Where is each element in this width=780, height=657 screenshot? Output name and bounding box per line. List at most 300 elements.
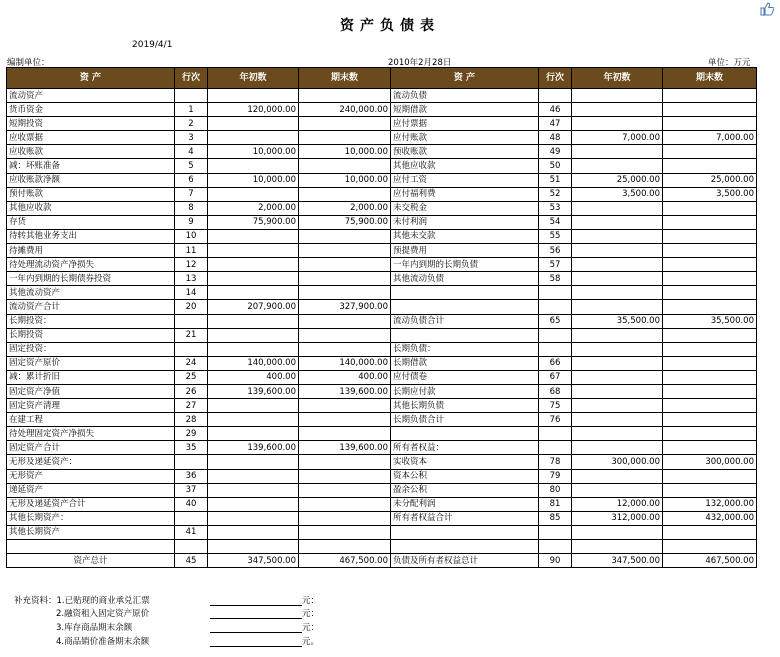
begin-value-cell: 25,000.00 <box>572 173 663 187</box>
row-number-cell <box>175 455 208 469</box>
begin-value-cell: 10,000.00 <box>208 145 299 159</box>
table-row <box>7 356 757 370</box>
liability-name-cell: 长期借款 <box>391 356 539 370</box>
liability-name-cell <box>391 540 539 554</box>
end-value-cell: 35,500.00 <box>663 314 757 328</box>
col-asset: 资 产 <box>7 68 175 89</box>
table-row <box>7 145 757 159</box>
begin-value-cell: 300,000.00 <box>572 455 663 469</box>
row-number-cell: 40 <box>175 497 208 511</box>
asset-name-cell: 长期投资 <box>7 328 175 342</box>
col-row-no: 行次 <box>175 68 208 89</box>
asset-name-cell: 资产总计 <box>7 554 175 568</box>
end-value-cell <box>299 525 391 539</box>
liability-name-cell: 未付利润 <box>391 215 539 229</box>
thumbs-up-icon[interactable] <box>760 2 774 16</box>
row-number-cell: 20 <box>175 300 208 314</box>
liability-name-cell: 其他未交款 <box>391 229 539 243</box>
table-row <box>7 525 757 539</box>
row-number-cell: 90 <box>539 554 572 568</box>
liability-name-cell: 应付账款 <box>391 131 539 145</box>
row-number-cell: 49 <box>539 145 572 159</box>
table-row <box>7 399 757 413</box>
liability-name-cell: 其他应收款 <box>391 159 539 173</box>
asset-name-cell: 固定资产合计 <box>7 441 175 455</box>
supplement-field-4 <box>210 635 319 647</box>
table-row <box>7 229 757 243</box>
row-number-cell: 1 <box>175 103 208 117</box>
row-number-cell: 54 <box>539 215 572 229</box>
begin-value-cell: 75,900.00 <box>208 215 299 229</box>
begin-value-cell <box>572 145 663 159</box>
end-value-cell <box>663 258 757 272</box>
liability-name-cell: 长期负债： <box>391 342 539 356</box>
liability-name-cell: 长期负债合计 <box>391 413 539 427</box>
begin-value-cell: 140,000.00 <box>208 356 299 370</box>
begin-value-cell <box>208 258 299 272</box>
liability-name-cell: 实收资本 <box>391 455 539 469</box>
asset-name-cell: 待转其他业务支出 <box>7 229 175 243</box>
end-value-cell <box>663 342 757 356</box>
begin-value-cell <box>572 300 663 314</box>
end-value-cell <box>663 483 757 497</box>
row-number-cell <box>175 342 208 356</box>
asset-name-cell: 固定资产原价 <box>7 356 175 370</box>
row-number-cell: 50 <box>539 159 572 173</box>
row-number-cell: 37 <box>175 483 208 497</box>
supplement-field-2 <box>210 607 319 619</box>
table-row <box>7 413 757 427</box>
end-value-cell <box>299 314 391 328</box>
asset-name-cell: 待处理固定资产净损失 <box>7 427 175 441</box>
report-date: 2010年2月28日 <box>388 58 452 68</box>
liability-name-cell <box>391 328 539 342</box>
end-value-cell <box>663 215 757 229</box>
end-value-cell <box>663 441 757 455</box>
asset-name-cell: 其他长期资产： <box>7 511 175 525</box>
asset-name-cell: 固定资产净值 <box>7 384 175 398</box>
end-value-cell <box>299 187 391 201</box>
page-title: 资产负债表 <box>340 18 440 34</box>
begin-value-cell <box>572 342 663 356</box>
begin-value-cell: 400.00 <box>208 370 299 384</box>
row-number-cell: 81 <box>539 497 572 511</box>
end-value-cell <box>663 399 757 413</box>
asset-name-cell: 其他应收款 <box>7 201 175 215</box>
liability-name-cell: 一年内到期的长期负债 <box>391 258 539 272</box>
col-begin: 年初数 <box>208 68 299 89</box>
supplement-suffix: 元： <box>302 623 320 633</box>
row-number-cell: 68 <box>539 384 572 398</box>
end-value-cell <box>663 244 757 258</box>
end-value-cell <box>663 328 757 342</box>
begin-value-cell: 347,500.00 <box>572 554 663 568</box>
end-value-cell: 400.00 <box>299 370 391 384</box>
end-value-cell: 2,000.00 <box>299 201 391 215</box>
print-date: 2019/4/1 <box>132 40 173 50</box>
begin-value-cell: 10,000.00 <box>208 173 299 187</box>
supplement-text: 2.融资租入固定资产原价 <box>56 609 150 619</box>
asset-name-cell: 在建工程 <box>7 413 175 427</box>
begin-value-cell: 347,500.00 <box>208 554 299 568</box>
asset-name-cell: 其他流动资产 <box>7 286 175 300</box>
end-value-cell <box>299 399 391 413</box>
col-row-no-2: 行次 <box>539 68 572 89</box>
row-number-cell: 76 <box>539 413 572 427</box>
end-value-cell <box>663 145 757 159</box>
begin-value-cell <box>208 159 299 173</box>
row-number-cell: 57 <box>539 258 572 272</box>
begin-value-cell <box>572 384 663 398</box>
row-number-cell: 41 <box>175 525 208 539</box>
asset-name-cell: 应收账款 <box>7 145 175 159</box>
table-row <box>7 131 757 145</box>
row-number-cell: 35 <box>175 441 208 455</box>
begin-value-cell <box>208 89 299 103</box>
end-value-cell <box>663 427 757 441</box>
liability-name-cell: 预收账款 <box>391 145 539 159</box>
row-number-cell <box>539 342 572 356</box>
asset-name-cell: 待摊费用 <box>7 244 175 258</box>
begin-value-cell <box>572 427 663 441</box>
end-value-cell <box>299 483 391 497</box>
table-row <box>7 187 757 201</box>
row-number-cell: 25 <box>175 370 208 384</box>
begin-value-cell <box>572 229 663 243</box>
table-row <box>7 497 757 511</box>
row-number-cell: 80 <box>539 483 572 497</box>
liability-name-cell: 负债及所有者权益总计 <box>391 554 539 568</box>
table-row <box>7 511 757 525</box>
liability-name-cell: 未分配利润 <box>391 497 539 511</box>
begin-value-cell: 120,000.00 <box>208 103 299 117</box>
begin-value-cell <box>208 497 299 511</box>
end-value-cell <box>299 455 391 469</box>
end-value-cell: 132,000.00 <box>663 497 757 511</box>
begin-value-cell <box>572 215 663 229</box>
supplement-text: 补充资料：1.已贴现的商业承兑汇票 <box>14 596 150 606</box>
begin-value-cell <box>208 187 299 201</box>
row-number-cell: 9 <box>175 215 208 229</box>
asset-name-cell: 无形及递延资产合计 <box>7 497 175 511</box>
row-number-cell: 46 <box>539 103 572 117</box>
begin-value-cell <box>572 441 663 455</box>
row-number-cell: 24 <box>175 356 208 370</box>
begin-value-cell <box>572 483 663 497</box>
end-value-cell: 240,000.00 <box>299 103 391 117</box>
begin-value-cell: 2,000.00 <box>208 201 299 215</box>
begin-value-cell <box>208 244 299 258</box>
row-number-cell: 7 <box>175 187 208 201</box>
col-begin-2: 年初数 <box>572 68 663 89</box>
begin-value-cell <box>572 356 663 370</box>
table-row <box>7 469 757 483</box>
end-value-cell <box>663 469 757 483</box>
end-value-cell <box>299 286 391 300</box>
table-row <box>7 258 757 272</box>
row-number-cell: 29 <box>175 427 208 441</box>
liability-name-cell: 所有者权益： <box>391 441 539 455</box>
begin-value-cell <box>208 455 299 469</box>
row-number-cell <box>539 427 572 441</box>
row-number-cell <box>539 540 572 554</box>
end-value-cell <box>299 89 391 103</box>
table-row <box>7 328 757 342</box>
table-row <box>7 554 757 568</box>
end-value-cell <box>663 413 757 427</box>
end-value-cell: 75,900.00 <box>299 215 391 229</box>
begin-value-cell <box>572 159 663 173</box>
end-value-cell <box>299 427 391 441</box>
begin-value-cell <box>572 117 663 131</box>
supplement-text: 3.库存商品期末余额 <box>56 623 133 633</box>
table-row <box>7 244 757 258</box>
liability-name-cell: 流动负债合计 <box>391 314 539 328</box>
liability-name-cell: 未交税金 <box>391 201 539 215</box>
begin-value-cell: 7,000.00 <box>572 131 663 145</box>
begin-value-cell <box>208 229 299 243</box>
end-value-cell: 140,000.00 <box>299 356 391 370</box>
begin-value-cell <box>572 469 663 483</box>
liability-name-cell: 其他长期负债 <box>391 399 539 413</box>
row-number-cell: 5 <box>175 159 208 173</box>
table-row <box>7 427 757 441</box>
asset-name-cell: 流动资产合计 <box>7 300 175 314</box>
asset-name-cell: 应收账款净额 <box>7 173 175 187</box>
liability-name-cell: 应付票据 <box>391 117 539 131</box>
end-value-cell <box>663 525 757 539</box>
row-number-cell: 52 <box>539 187 572 201</box>
begin-value-cell <box>572 370 663 384</box>
end-value-cell <box>299 328 391 342</box>
end-value-cell <box>663 356 757 370</box>
supplement-field-3 <box>210 621 319 633</box>
liability-name-cell <box>391 300 539 314</box>
end-value-cell: 327,900.00 <box>299 300 391 314</box>
asset-name-cell: 预付账款 <box>7 187 175 201</box>
supplement-field-1 <box>210 594 319 606</box>
end-value-cell <box>299 229 391 243</box>
end-value-cell <box>663 540 757 554</box>
asset-name-cell <box>7 540 175 554</box>
row-number-cell: 58 <box>539 272 572 286</box>
row-number-cell: 65 <box>539 314 572 328</box>
asset-name-cell: 存货 <box>7 215 175 229</box>
begin-value-cell <box>208 483 299 497</box>
col-end-2: 期末数 <box>663 68 757 89</box>
end-value-cell: 139,600.00 <box>299 441 391 455</box>
liability-name-cell: 盈余公积 <box>391 483 539 497</box>
end-value-cell <box>299 272 391 286</box>
begin-value-cell <box>208 314 299 328</box>
table-row <box>7 370 757 384</box>
end-value-cell <box>299 540 391 554</box>
table-row <box>7 455 757 469</box>
begin-value-cell <box>572 244 663 258</box>
col-liability: 资 产 <box>391 68 539 89</box>
row-number-cell <box>539 328 572 342</box>
row-number-cell: 28 <box>175 413 208 427</box>
row-number-cell: 48 <box>539 131 572 145</box>
row-number-cell: 51 <box>539 173 572 187</box>
end-value-cell: 10,000.00 <box>299 145 391 159</box>
begin-value-cell <box>208 540 299 554</box>
asset-name-cell: 减：坏账准备 <box>7 159 175 173</box>
row-number-cell: 14 <box>175 286 208 300</box>
row-number-cell: 47 <box>539 117 572 131</box>
supplement-suffix: 元： <box>302 609 320 619</box>
asset-name-cell: 递延资产 <box>7 483 175 497</box>
end-value-cell <box>299 469 391 483</box>
end-value-cell <box>663 89 757 103</box>
end-value-cell <box>663 272 757 286</box>
asset-name-cell: 无形资产 <box>7 469 175 483</box>
begin-value-cell <box>208 342 299 356</box>
asset-name-cell: 待处理流动资产净损失 <box>7 258 175 272</box>
begin-value-cell <box>208 272 299 286</box>
supplement-line-2 <box>56 607 149 619</box>
liability-name-cell: 所有者权益合计 <box>391 511 539 525</box>
row-number-cell: 56 <box>539 244 572 258</box>
end-value-cell <box>663 159 757 173</box>
begin-value-cell <box>572 525 663 539</box>
table-row <box>7 286 757 300</box>
begin-value-cell: 139,600.00 <box>208 384 299 398</box>
begin-value-cell <box>208 286 299 300</box>
row-number-cell: 85 <box>539 511 572 525</box>
begin-value-cell: 35,500.00 <box>572 314 663 328</box>
row-number-cell: 10 <box>175 229 208 243</box>
end-value-cell <box>663 229 757 243</box>
row-number-cell: 27 <box>175 399 208 413</box>
begin-value-cell <box>572 89 663 103</box>
end-value-cell <box>299 342 391 356</box>
supplement-line-3 <box>56 621 132 633</box>
begin-value-cell <box>208 399 299 413</box>
end-value-cell <box>663 286 757 300</box>
asset-name-cell: 一年内到期的长期债券投资 <box>7 272 175 286</box>
asset-name-cell: 短期投资 <box>7 117 175 131</box>
liability-name-cell <box>391 525 539 539</box>
row-number-cell: 4 <box>175 145 208 159</box>
end-value-cell: 467,500.00 <box>663 554 757 568</box>
asset-name-cell: 无形及递延资产： <box>7 455 175 469</box>
row-number-cell <box>539 525 572 539</box>
table-row <box>7 159 757 173</box>
asset-name-cell: 应收票据 <box>7 131 175 145</box>
row-number-cell <box>175 511 208 525</box>
row-number-cell: 75 <box>539 399 572 413</box>
row-number-cell: 6 <box>175 173 208 187</box>
row-number-cell <box>175 540 208 554</box>
begin-value-cell: 3,500.00 <box>572 187 663 201</box>
begin-value-cell <box>208 469 299 483</box>
begin-value-cell <box>208 511 299 525</box>
liability-name-cell <box>391 286 539 300</box>
liability-name-cell: 应付工资 <box>391 173 539 187</box>
row-number-cell: 26 <box>175 384 208 398</box>
end-value-cell <box>663 103 757 117</box>
table-row <box>7 201 757 215</box>
liability-name-cell: 预提费用 <box>391 244 539 258</box>
liability-name-cell: 长期应付款 <box>391 384 539 398</box>
table-row <box>7 103 757 117</box>
liability-name-cell: 资本公积 <box>391 469 539 483</box>
end-value-cell <box>299 413 391 427</box>
end-value-cell: 10,000.00 <box>299 173 391 187</box>
row-number-cell: 53 <box>539 201 572 215</box>
asset-name-cell: 货币资金 <box>7 103 175 117</box>
supplement-line-4 <box>56 635 149 647</box>
end-value-cell <box>299 511 391 525</box>
begin-value-cell <box>572 258 663 272</box>
end-value-cell: 467,500.00 <box>299 554 391 568</box>
table-row <box>7 384 757 398</box>
row-number-cell: 79 <box>539 469 572 483</box>
end-value-cell <box>299 159 391 173</box>
end-value-cell <box>663 300 757 314</box>
asset-name-cell: 减：累计折旧 <box>7 370 175 384</box>
end-value-cell: 300,000.00 <box>663 455 757 469</box>
col-end: 期末数 <box>299 68 391 89</box>
table-row <box>7 540 757 554</box>
row-number-cell: 55 <box>539 229 572 243</box>
asset-name-cell: 其他长期资产 <box>7 525 175 539</box>
supplement-line-1 <box>14 594 150 606</box>
table-row <box>7 173 757 187</box>
supplement-text: 4.商品销价准备期末余额 <box>56 637 150 647</box>
table-row <box>7 483 757 497</box>
begin-value-cell <box>208 413 299 427</box>
begin-value-cell <box>572 328 663 342</box>
supplement-suffix: 元： <box>302 596 320 606</box>
begin-value-cell <box>572 286 663 300</box>
begin-value-cell <box>208 328 299 342</box>
row-number-cell: 66 <box>539 356 572 370</box>
begin-value-cell <box>572 540 663 554</box>
end-value-cell: 432,000.00 <box>663 511 757 525</box>
row-number-cell: 36 <box>175 469 208 483</box>
begin-value-cell: 12,000.00 <box>572 497 663 511</box>
liability-name-cell: 流动负债 <box>391 89 539 103</box>
begin-value-cell <box>208 131 299 145</box>
asset-name-cell: 固定资产清理 <box>7 399 175 413</box>
begin-value-cell <box>208 117 299 131</box>
begin-value-cell <box>208 427 299 441</box>
row-number-cell: 11 <box>175 244 208 258</box>
row-number-cell: 12 <box>175 258 208 272</box>
row-number-cell: 13 <box>175 272 208 286</box>
end-value-cell <box>299 244 391 258</box>
table-row <box>7 117 757 131</box>
row-number-cell: 78 <box>539 455 572 469</box>
begin-value-cell: 139,600.00 <box>208 441 299 455</box>
header-row <box>7 68 757 89</box>
table-row <box>7 441 757 455</box>
end-value-cell <box>299 131 391 145</box>
end-value-cell <box>299 258 391 272</box>
row-number-cell: 3 <box>175 131 208 145</box>
end-value-cell <box>299 117 391 131</box>
end-value-cell: 139,600.00 <box>299 384 391 398</box>
row-number-cell: 8 <box>175 201 208 215</box>
row-number-cell <box>175 314 208 328</box>
end-value-cell <box>663 201 757 215</box>
end-value-cell <box>663 370 757 384</box>
table-row <box>7 272 757 286</box>
begin-value-cell: 312,000.00 <box>572 511 663 525</box>
begin-value-cell: 207,900.00 <box>208 300 299 314</box>
